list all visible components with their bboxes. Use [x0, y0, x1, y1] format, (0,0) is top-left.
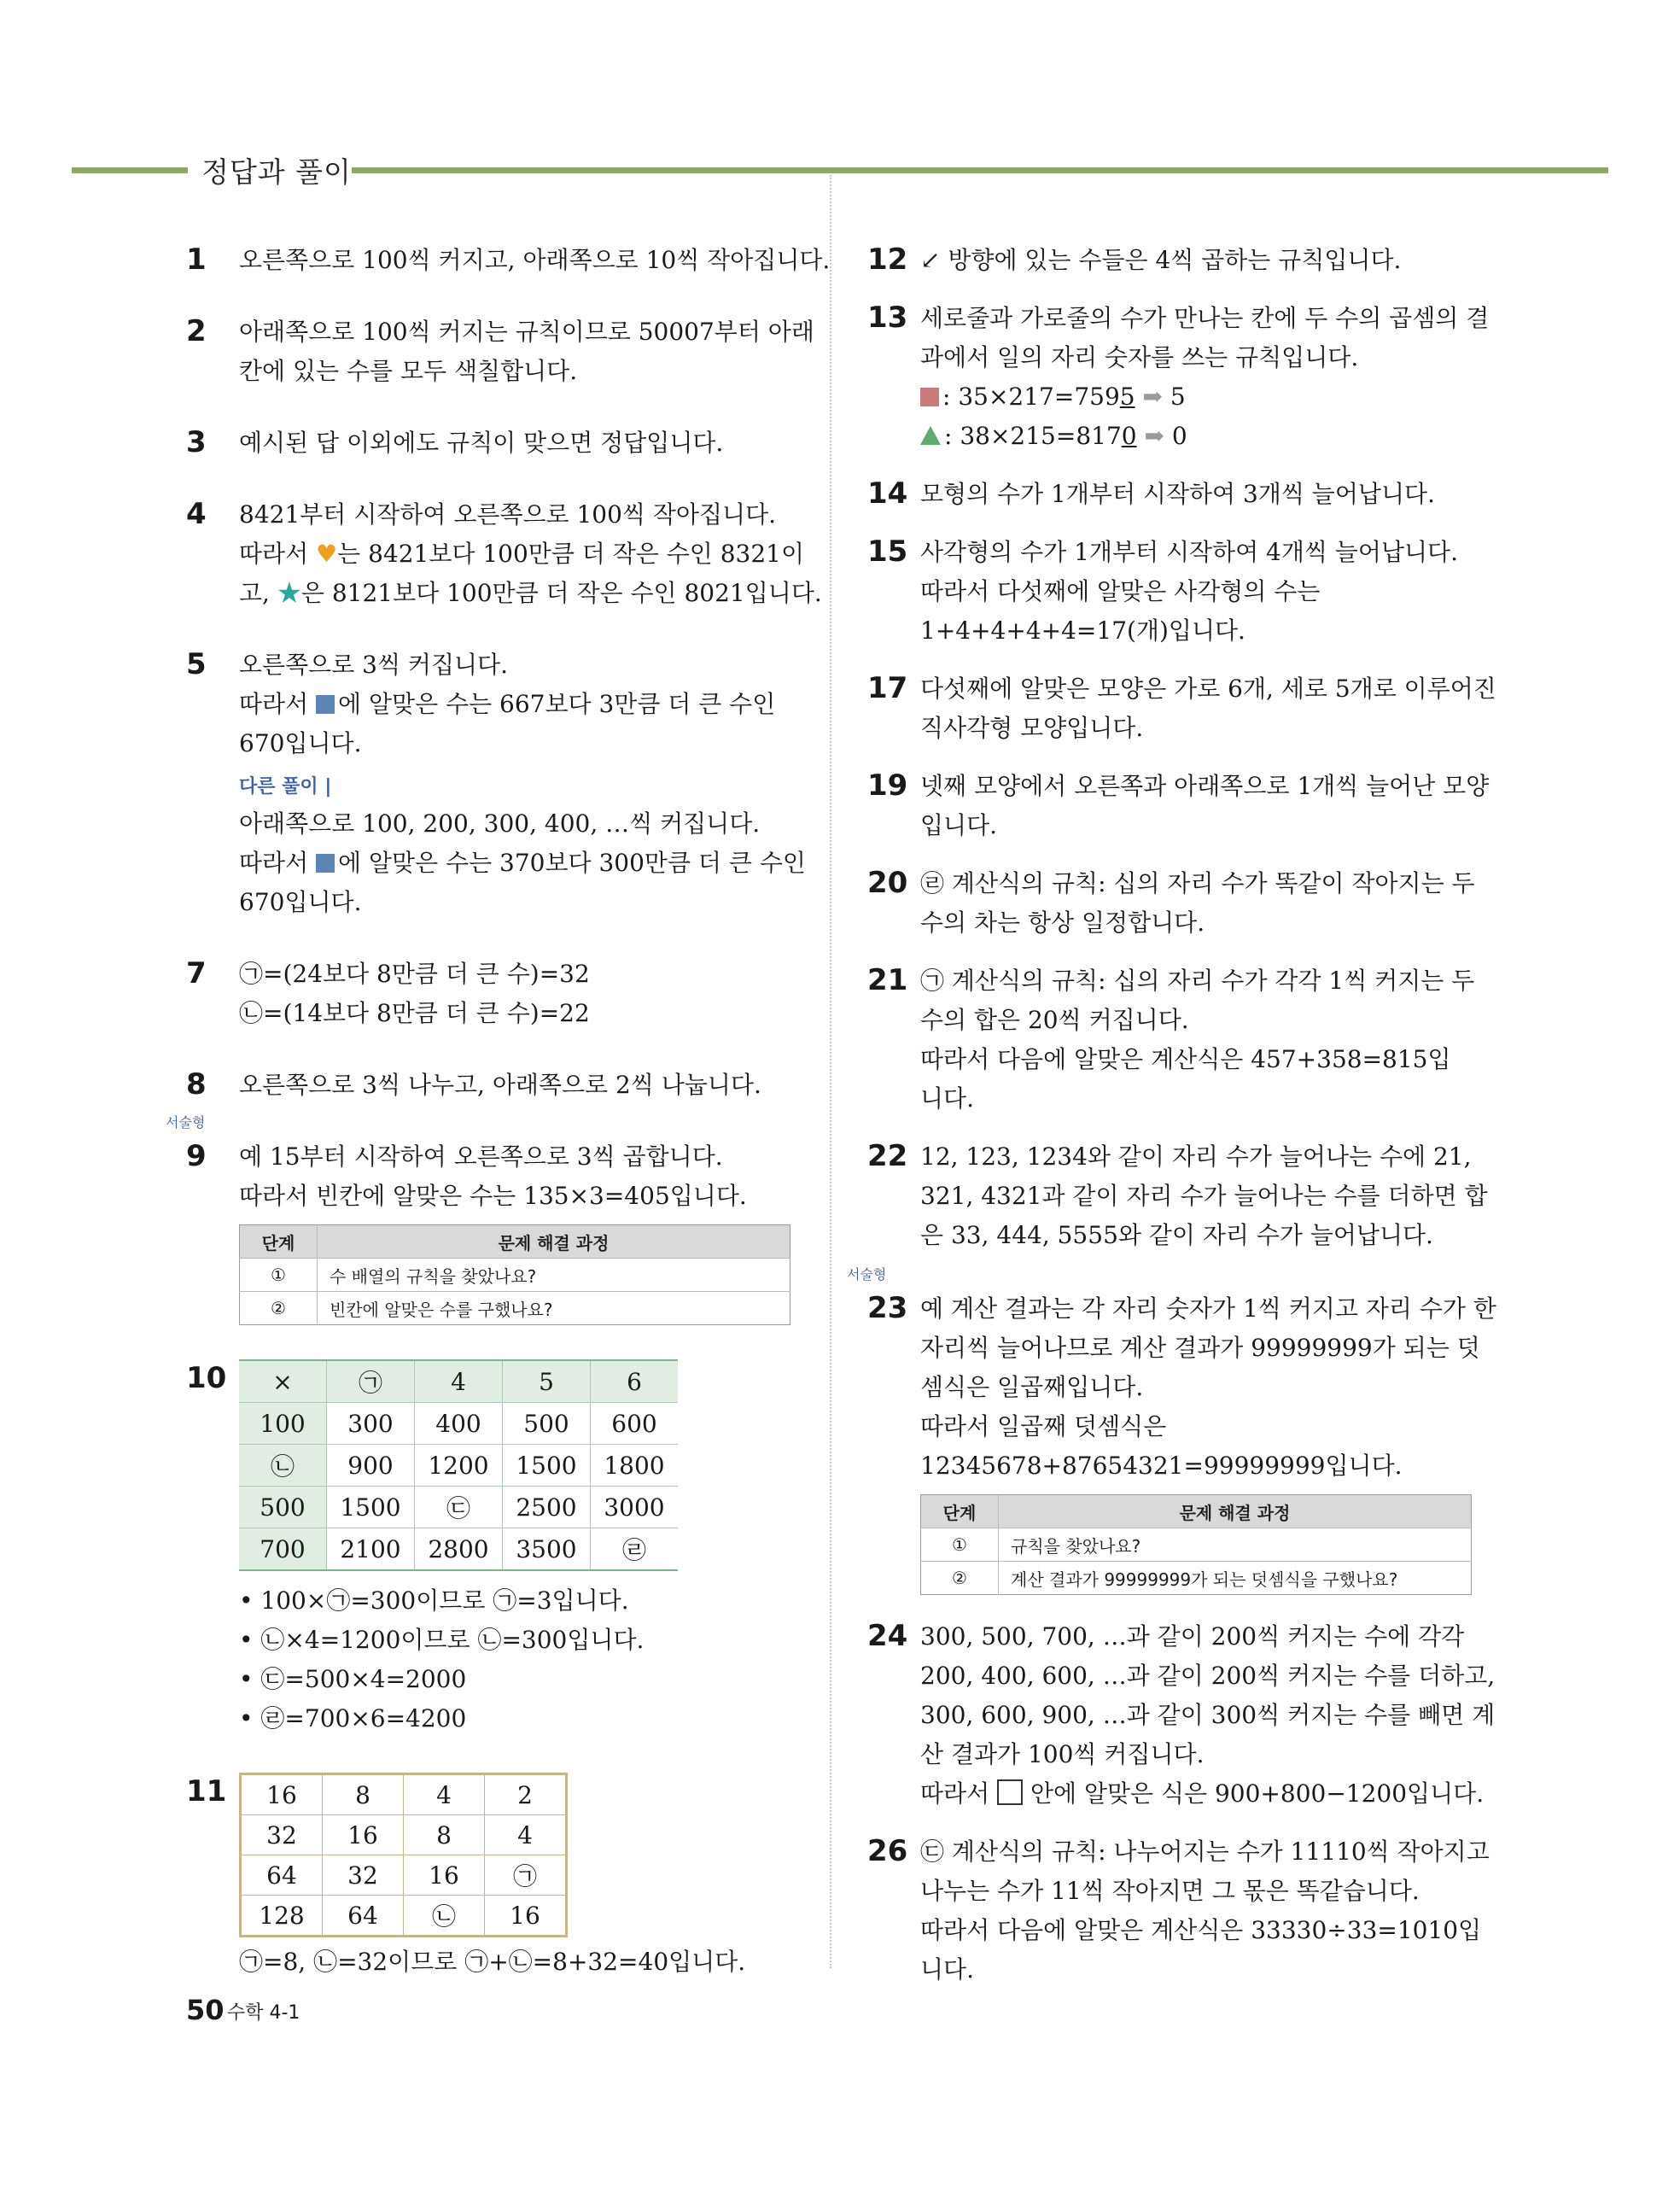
step-number: ① [240, 1259, 318, 1292]
table-cell: 4 [485, 1815, 567, 1855]
underlined-digit: 0 [1121, 422, 1137, 450]
solution-line: 오른쪽으로 100씩 커지고, 아래쪽으로 10씩 작아집니다. [239, 246, 831, 274]
solution-line: ↙ 방향에 있는 수들은 4씩 곱하는 규칙입니다. [920, 246, 1402, 274]
table-cell: 900 [327, 1445, 415, 1487]
table-cell: 2800 [415, 1528, 503, 1571]
arrow-right-icon: ➡ [1144, 422, 1164, 450]
problem-12 [867, 241, 1473, 280]
problem-number: 10 [186, 1361, 227, 1395]
solution-line: 예 15부터 시작하여 오른쪽으로 3씩 곱합니다. [239, 1142, 723, 1171]
table-cell: 600 [591, 1403, 679, 1445]
table-cell: 500 [503, 1403, 591, 1445]
solution-line: 모형의 수가 1개부터 시작하여 3개씩 늘어납니다. [920, 480, 1435, 508]
problem-number: 21 [867, 963, 908, 997]
solution-line: 사각형의 수가 1개부터 시작하여 4개씩 늘어납니다. [920, 538, 1458, 566]
text: 따라서 [239, 849, 317, 877]
problem-number: 3 [186, 425, 207, 459]
solution-line: 니다. [920, 1084, 974, 1113]
page-number: 50 [186, 1994, 225, 2026]
solution-line: 아래쪽으로 100씩 커지는 규칙이므로 50007부터 아래 [239, 318, 814, 346]
problem-number: 5 [186, 647, 207, 681]
table-cell: 2 [485, 1774, 567, 1815]
problem-23 [847, 1266, 1496, 1595]
red-square-icon [920, 388, 939, 406]
left-column [166, 241, 831, 1982]
problem-number: 20 [867, 866, 908, 900]
problem-number: 22 [867, 1139, 908, 1173]
solution-line: 12345678+87654321=99999999입니다. [920, 1452, 1403, 1480]
empty-box-icon [997, 1779, 1023, 1805]
table-cell: 6 [591, 1360, 679, 1403]
problem-number: 4 [186, 497, 207, 531]
text: 안에 알맞은 식은 900+800−1200입니다. [1023, 1779, 1485, 1808]
solution-line: ㉢ 계산식의 규칙: 나누어지는 수가 11110씩 작아지고 [920, 1838, 1490, 1866]
solution-line: 12, 123, 1234와 같이 자리 수가 늘어나는 수에 21, [920, 1142, 1472, 1171]
solution-line: 670입니다. [239, 888, 362, 916]
arrow-right-icon: ➡ [1142, 383, 1163, 411]
step-header: 단계 [921, 1495, 999, 1528]
table-cell: 16 [404, 1855, 485, 1896]
solution-line: 과에서 일의 자리 숫자를 쓰는 규칙입니다. [920, 343, 1359, 371]
solution-line: 은 33, 444, 5555와 같이 자리 수가 늘어납니다. [920, 1221, 1433, 1249]
table-cell: 64 [241, 1855, 323, 1896]
problem-1 [186, 241, 831, 280]
problem-7 [186, 955, 792, 1033]
number-grid [239, 1773, 568, 1937]
problem-2 [186, 313, 814, 391]
problem-8 [186, 1066, 792, 1105]
step-header: 단계 [240, 1225, 318, 1259]
table-cell: × [239, 1360, 327, 1403]
text: : 38×215=817 [944, 422, 1122, 450]
problem-5 [186, 646, 806, 922]
header-rule-right [352, 167, 1608, 173]
problem-14 [867, 475, 1473, 514]
solution-line: ㉠=(24보다 8만큼 더 큰 수)=32 [239, 960, 590, 988]
text: 고, [239, 579, 277, 607]
step-table [920, 1494, 1472, 1595]
solution-line: 1+4+4+4+4=17(개)입니다. [920, 616, 1245, 645]
table-cell: 64 [323, 1896, 404, 1937]
solution-line: 나누는 수가 11씩 작아지면 그 몫은 똑같습니다. [920, 1877, 1420, 1905]
solution-line: 셈식은 일곱째입니다. [920, 1373, 1144, 1401]
table-cell: 1500 [503, 1445, 591, 1487]
solution-line: ㉠=8, ㉡=32이므로 ㉠+㉡=8+32=40입니다. [239, 1948, 746, 1976]
text: 는 8421보다 100만큼 더 작은 수인 8321이 [337, 540, 805, 568]
solution-line [920, 417, 1473, 456]
text: 5 [1170, 383, 1186, 411]
problem-19 [867, 767, 1490, 845]
problem-number: 13 [867, 301, 908, 335]
solution-line: • ㉡×4=1200이므로 ㉡=300입니다. [239, 1626, 645, 1654]
problem-number: 2 [186, 314, 207, 348]
problem-11 [186, 1773, 792, 1982]
problem-20 [867, 864, 1473, 943]
table-cell: 128 [241, 1896, 323, 1937]
table-cell: 500 [239, 1487, 327, 1528]
problem-number: 14 [867, 476, 908, 511]
solution-line: 자리씩 늘어나므로 계산 결과가 99999999가 되는 덧 [920, 1334, 1480, 1362]
page-title: 정답과 풀이 [201, 155, 352, 189]
solution-line: • 100×㉠=300이므로 ㉠=3입니다. [239, 1586, 629, 1615]
problem-number: 11 [186, 1774, 227, 1808]
solution-line [239, 574, 822, 613]
solution-line [239, 844, 806, 883]
table-cell: 5 [503, 1360, 591, 1403]
solution-line: 아래쪽으로 100, 200, 300, 400, …씩 커집니다. [239, 809, 761, 838]
table-cell: 1200 [415, 1445, 503, 1487]
text: 따라서 [239, 540, 317, 568]
problem-15 [867, 533, 1473, 651]
star-icon: ★ [277, 579, 301, 607]
problem-9 [166, 1114, 792, 1325]
solution-line: ㉡=(14보다 8만큼 더 큰 수)=22 [239, 999, 590, 1027]
footer-subject: 수학 4-1 [227, 2002, 300, 2024]
solution-line [920, 1774, 1485, 1814]
solution-line: • ㉣=700×6=4200 [239, 1704, 467, 1732]
step-number: ① [921, 1528, 999, 1562]
alternative-solution-label: 다른 풀이 | [239, 776, 332, 798]
text: 0 [1171, 422, 1187, 450]
solution-line: 다섯째에 알맞은 모양은 가로 6개, 세로 5개로 이루어진 [920, 675, 1496, 703]
table-cell: 8 [404, 1815, 485, 1855]
underlined-digit: 5 [1119, 383, 1135, 411]
problem-10 [186, 1359, 792, 1738]
solution-line: 오른쪽으로 3씩 커집니다. [239, 651, 508, 679]
green-triangle-icon [920, 426, 941, 445]
descriptive-tag: 서술형 [166, 1114, 206, 1131]
problem-17 [867, 669, 1496, 748]
multiplication-table [239, 1359, 678, 1571]
solution-line: 오른쪽으로 3씩 나누고, 아래쪽으로 2씩 나눕니다. [239, 1071, 761, 1099]
solution-line: 321, 4321과 같이 자리 수가 늘어나는 수를 더하면 합 [920, 1182, 1488, 1210]
problem-number: 1 [186, 242, 207, 277]
table-cell: 4 [415, 1360, 503, 1403]
header-rule-left [72, 167, 188, 173]
process-header: 문제 해결 과정 [999, 1495, 1472, 1528]
solution-line [239, 685, 792, 724]
table-cell: ㉣ [591, 1528, 679, 1571]
solution-line: ㉠ 계산식의 규칙: 십의 자리 수가 각각 1씩 커지는 두 [920, 967, 1475, 995]
problem-number: 12 [867, 242, 908, 277]
problem-21 [867, 961, 1473, 1119]
problem-number: 23 [867, 1291, 908, 1325]
solution-line: 따라서 다음에 알맞은 계산식은 33330÷33=1010입 [920, 1916, 1482, 1944]
solution-line: 칸에 있는 수를 모두 색칠합니다. [239, 357, 578, 385]
solution-line: 670입니다. [239, 729, 362, 757]
solution-line: 따라서 다음에 알맞은 계산식은 457+358=815입 [920, 1045, 1451, 1073]
text: 따라서 [239, 690, 317, 718]
text: 따라서 [920, 1779, 998, 1808]
problem-22 [867, 1137, 1488, 1255]
solution-line: 8421부터 시작하여 오른쪽으로 100씩 작아집니다. [239, 500, 777, 529]
solution-line: 200, 400, 600, …과 같이 200씩 커지는 수를 더하고, [920, 1662, 1496, 1690]
solution-line: 따라서 빈칸에 알맞은 수는 135×3=405입니다. [239, 1182, 747, 1210]
solution-line: 예 계산 결과는 각 자리 숫자가 1씩 커지고 자리 수가 한 [920, 1294, 1496, 1323]
solution-line: 니다. [920, 1955, 974, 1984]
table-cell: 2100 [327, 1528, 415, 1571]
problem-number: 17 [867, 671, 908, 705]
step-number: ② [921, 1562, 999, 1595]
problem-13 [867, 299, 1490, 456]
table-cell: 100 [239, 1403, 327, 1445]
step-number: ② [240, 1292, 318, 1325]
solution-line: 300, 500, 700, …과 같이 200씩 커지는 수에 각각 [920, 1622, 1465, 1651]
problem-number: 24 [867, 1619, 908, 1653]
solution-line: 넷째 모양에서 오른쪽과 아래쪽으로 1개씩 늘어난 모양 [920, 772, 1490, 800]
solution-line: 예시된 답 이외에도 규칙이 맞으면 정답입니다. [239, 429, 724, 457]
table-cell: ㉡ [239, 1445, 327, 1487]
table-cell: 3000 [591, 1487, 679, 1528]
table-cell: 32 [241, 1815, 323, 1855]
table-cell: 400 [415, 1403, 503, 1445]
blue-square-icon [316, 854, 335, 873]
step-text: 수 배열의 규칙을 찾았나요? [318, 1259, 790, 1292]
problem-26 [867, 1832, 1490, 1989]
solution-line: 300, 600, 900, …과 같이 300씩 커지는 수를 빼면 계 [920, 1701, 1496, 1729]
step-table [239, 1224, 790, 1325]
solution-line: 산 결과가 100씩 커집니다. [920, 1740, 1205, 1768]
solution-line [239, 535, 805, 574]
table-cell: 16 [241, 1774, 323, 1815]
problem-number: 8 [186, 1067, 207, 1101]
step-text: 빈칸에 알맞은 수를 구했나요? [318, 1292, 790, 1325]
solution-line: 직사각형 모양입니다. [920, 714, 1144, 742]
problem-4 [186, 495, 822, 613]
problem-24 [867, 1617, 1496, 1814]
table-cell: 700 [239, 1528, 327, 1571]
table-cell: 1800 [591, 1445, 679, 1487]
text: 에 알맞은 수는 370보다 300만큼 더 큰 수인 [338, 849, 806, 877]
text: 에 알맞은 수는 667보다 3만큼 더 큰 수인 [338, 690, 776, 718]
heart-icon: ♥ [316, 540, 338, 568]
table-cell: 16 [323, 1815, 404, 1855]
table-cell: 300 [327, 1403, 415, 1445]
process-header: 문제 해결 과정 [318, 1225, 790, 1259]
text: : 35×217=759 [942, 383, 1120, 411]
column-divider [830, 175, 831, 1968]
table-cell: 1500 [327, 1487, 415, 1528]
text: 은 8121보다 100만큼 더 작은 수인 8021입니다. [300, 579, 822, 607]
table-cell: 4 [404, 1774, 485, 1815]
blue-square-icon [316, 695, 335, 714]
solution-line: • ㉢=500×4=2000 [239, 1665, 467, 1693]
table-cell: ㉠ [327, 1360, 415, 1403]
table-cell: 8 [323, 1774, 404, 1815]
problem-number: 7 [186, 956, 207, 990]
table-cell: 16 [485, 1896, 567, 1937]
descriptive-tag: 서술형 [847, 1266, 887, 1282]
problem-number: 26 [867, 1834, 908, 1868]
solution-line: 수의 합은 20씩 커집니다. [920, 1006, 1189, 1034]
table-cell: 3500 [503, 1528, 591, 1571]
step-text: 계산 결과가 99999999가 되는 덧셈식을 구했나요? [999, 1562, 1472, 1595]
problem-number: 15 [867, 535, 908, 569]
right-column [847, 241, 1496, 1989]
problem-number: 19 [867, 768, 908, 803]
solution-line: 수의 차는 항상 일정합니다. [920, 909, 1205, 937]
solution-line: ㉣ 계산식의 규칙: 십의 자리 수가 똑같이 작아지는 두 [920, 869, 1475, 897]
solution-line: 따라서 일곱째 덧셈식은 [920, 1412, 1167, 1440]
solution-line: 입니다. [920, 811, 998, 839]
solution-line: 세로줄과 가로줄의 수가 만나는 칸에 두 수의 곱셈의 결 [920, 304, 1490, 332]
solution-line [920, 377, 1473, 417]
step-text: 규칙을 찾았나요? [999, 1528, 1472, 1562]
table-cell: ㉡ [404, 1896, 485, 1937]
table-cell: ㉠ [485, 1855, 567, 1896]
solution-line: 따라서 다섯째에 알맞은 사각형의 수는 [920, 577, 1321, 605]
problem-number: 9 [186, 1139, 207, 1173]
table-cell: 32 [323, 1855, 404, 1896]
problem-3 [186, 424, 792, 463]
table-cell: 2500 [503, 1487, 591, 1528]
table-cell: ㉢ [415, 1487, 503, 1528]
